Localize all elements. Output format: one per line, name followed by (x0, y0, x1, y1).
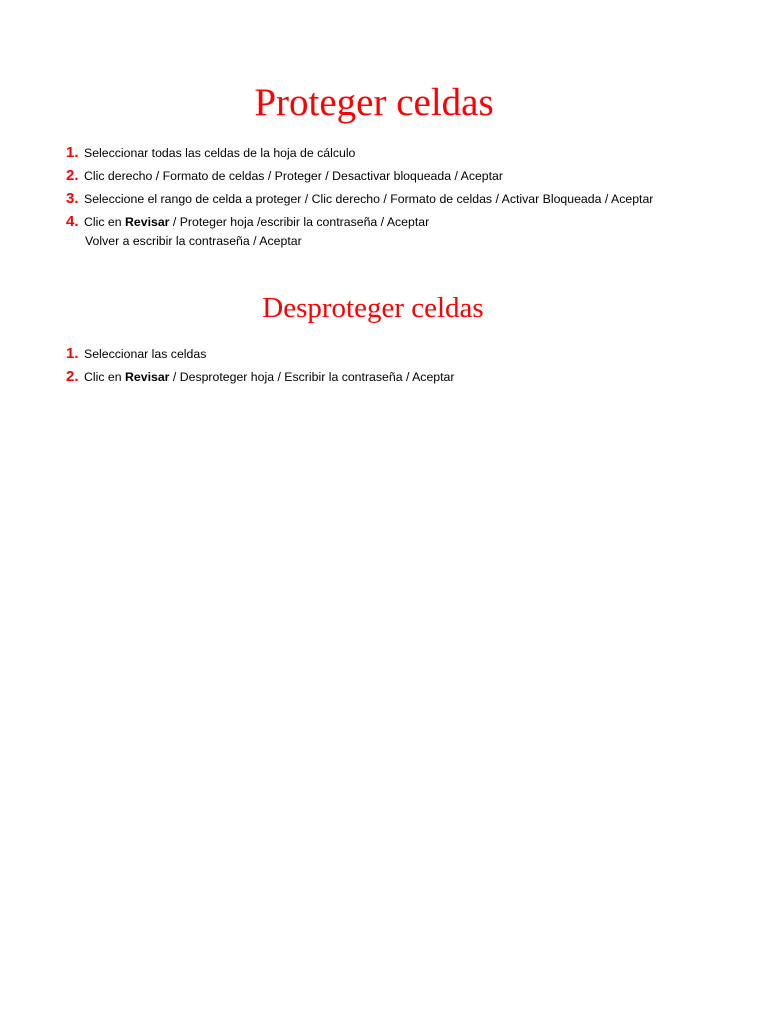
section-title-proteger: Proteger celdas (254, 81, 494, 124)
list-number: 1. (66, 345, 79, 362)
section-title-desproteger: Desproteger celdas (262, 292, 484, 324)
list-item-continuation: Volver a escribir la contraseña / Aceptar (85, 234, 302, 248)
list-item (66, 166, 654, 186)
list-item-bold: Revisar (125, 215, 170, 229)
list-item-text: Seleccionar las celdas (84, 347, 207, 361)
list-item (66, 143, 654, 163)
list-item-prefix: Clic en (84, 370, 126, 384)
list-number: 2. (66, 167, 79, 184)
list-item-prefix: Clic en (84, 215, 126, 229)
list-item-text: Seleccione el rango de celda a proteger / Clic derecho / Formato de celdas / Activar Bloqueada / Aceptar (84, 192, 654, 206)
list-item (66, 212, 654, 232)
list-item-bold: Revisar (125, 370, 170, 384)
list-item-suffix: / Desproteger hoja / Escribir la contraseña / Aceptar (169, 370, 455, 384)
list-item (66, 367, 654, 387)
list-number: 1. (66, 144, 79, 161)
list-number: 2. (66, 368, 79, 385)
list-number: 4. (66, 213, 79, 230)
list-item-text: Clic derecho / Formato de celdas / Proteger / Desactivar bloqueada / Aceptar (84, 169, 503, 183)
list-item-text: Seleccionar todas las celdas de la hoja de cálculo (84, 146, 356, 160)
list-item-text (84, 370, 455, 384)
list-item-text (84, 215, 429, 229)
list-item-suffix: / Proteger hoja /escribir la contraseña / Aceptar (169, 215, 430, 229)
list-item (66, 189, 654, 209)
list-number: 3. (66, 190, 79, 207)
list-item (66, 344, 654, 364)
